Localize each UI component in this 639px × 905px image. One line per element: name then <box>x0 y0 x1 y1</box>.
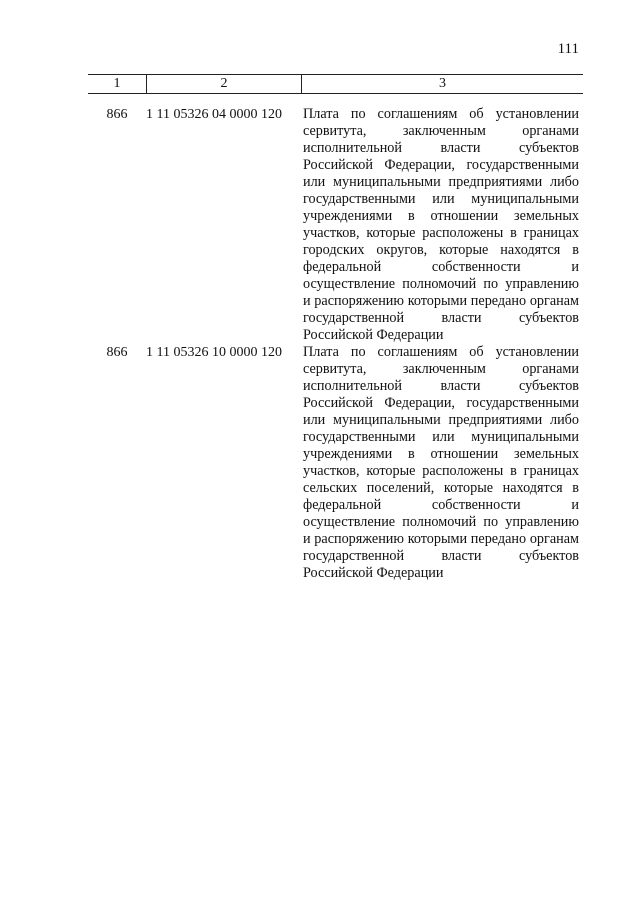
page-number: 111 <box>557 41 579 57</box>
header-column-3: 3 <box>439 76 446 91</box>
table-row <box>88 106 583 344</box>
admin-code-cell: 866 <box>106 345 128 360</box>
table-row <box>88 344 583 582</box>
kbk-code-cell: 1 11 05326 04 0000 120 <box>146 107 282 122</box>
header-column-2: 2 <box>147 75 302 93</box>
header-column-1: 1 <box>88 75 147 93</box>
description-cell: Плата по соглашениям об установлении сервитута, заключенным органами исполнительной власти субъектов Российской Федерации, государственными или муниципальными предприятиями либо государственными или муниципальными учреждениями в отношении земельных участков, которые расположены в границах городских округов, которые находятся в федеральной собственности и осуществление полномочий по управлению и распоряжению которыми передано органам государственной власти субъектов Российской Федерации <box>303 106 579 343</box>
table-header <box>88 74 583 94</box>
table-body <box>88 106 583 582</box>
kbk-code-cell: 1 11 05326 10 0000 120 <box>146 345 282 360</box>
description-cell: Плата по соглашениям об установлении сервитута, заключенным органами исполнительной власти субъектов Российской Федерации, государственными или муниципальными предприятиями либо государственными или муниципальными учреждениями в отношении земельных участков, которые расположены в границах сельских поселений, которые находятся в федеральной собственности и осуществление полномочий по управлению и распоряжению которыми передано органам государственной власти субъектов Российской Федерации <box>303 344 579 581</box>
admin-code-cell: 866 <box>106 107 128 122</box>
